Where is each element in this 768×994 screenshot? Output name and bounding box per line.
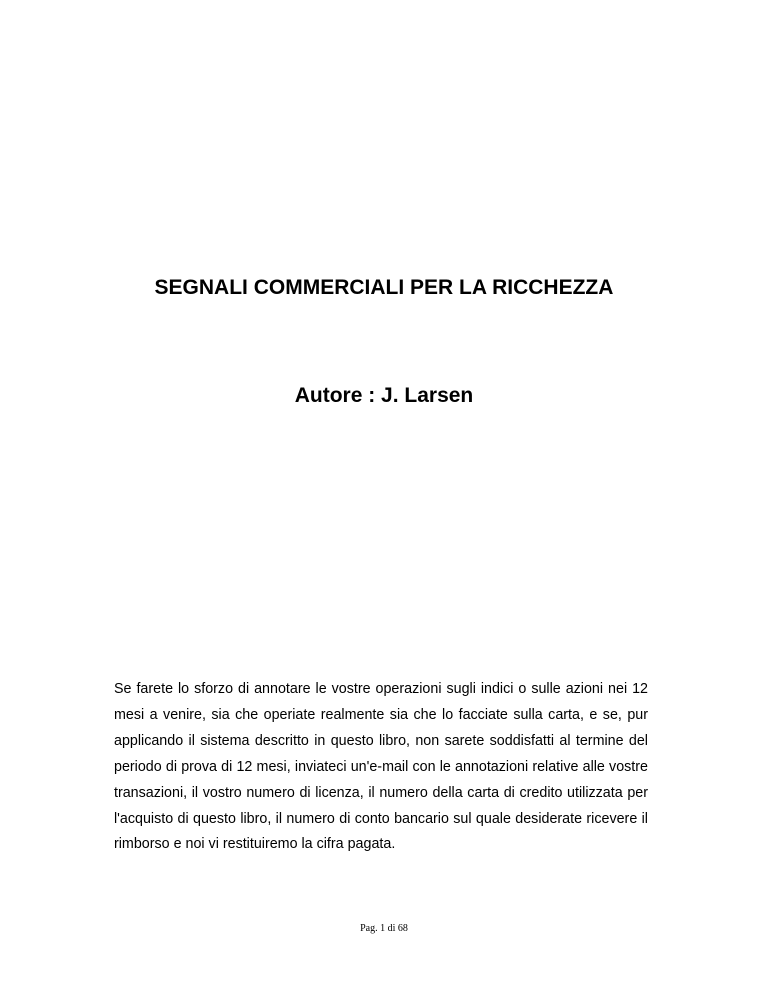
page-number: Pag. 1 di 68 bbox=[360, 923, 408, 934]
document-author: Autore : J. Larsen bbox=[294, 384, 474, 407]
document-title: SEGNALI COMMERCIALI PER LA RICCHEZZA bbox=[154, 276, 614, 299]
body-paragraph: Se farete lo sforzo di annotare le vostre operazioni sugli indici o sulle azioni nei 12 mesi a venire, sia che operiate realmente sia che lo facciate sulla carta, e se, pur applicando il sistema descritto in questo libro, non sarete soddisfatti al termine del periodo di prova di 12 mesi, inviateci un'e-mail con le annotazioni relative alle vostre transazioni, il vostro numero di licenza, il numero della carta di credito utilizzata per l'acquisto di questo libro, il numero di conto bancario sul quale desiderate ricevere il rimborso e noi vi restituiremo la cifra pagata. bbox=[114, 681, 648, 853]
